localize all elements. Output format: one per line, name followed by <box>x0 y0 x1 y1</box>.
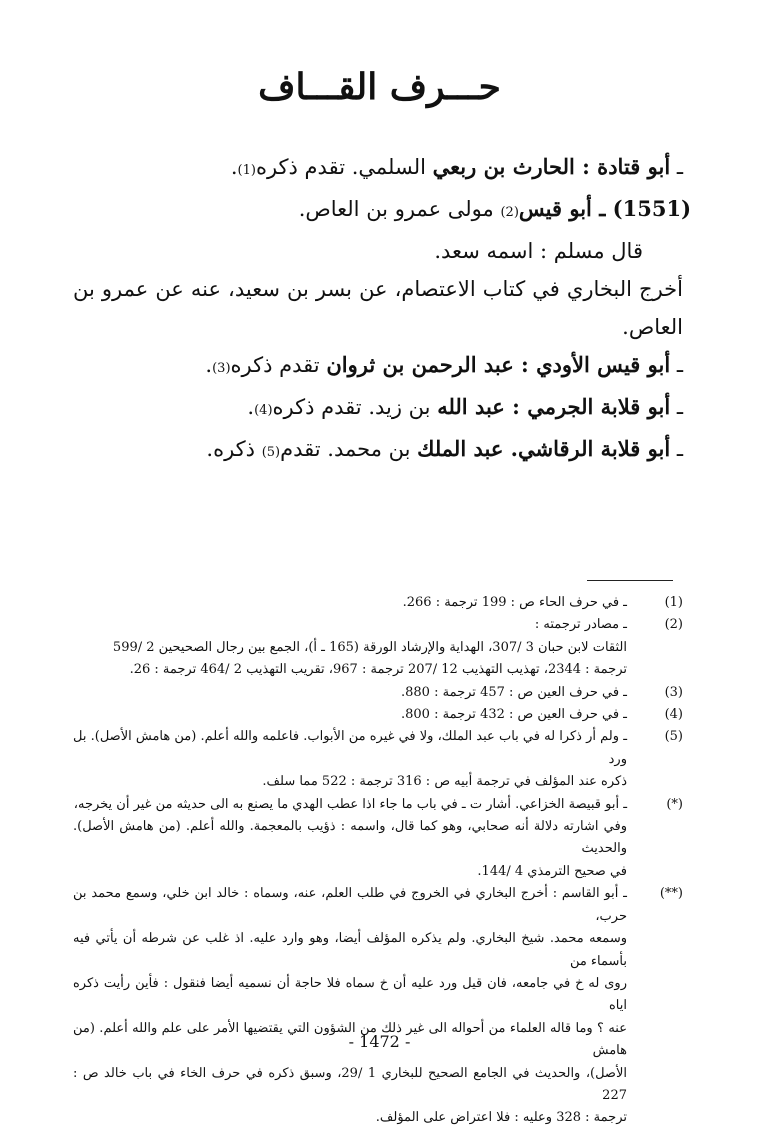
entry-dash: ـ <box>676 437 683 461</box>
entry-number: (1551) <box>612 196 691 221</box>
footnote-body <box>73 726 627 793</box>
footnote-ref: (3) <box>212 361 231 376</box>
footnote-number: (5) <box>664 729 683 745</box>
footnote-separator <box>587 580 673 581</box>
entry-name: أبو قتادة : الحارث بن ربعي <box>432 154 671 179</box>
footnote-body <box>73 704 627 726</box>
footnote-ref: (2) <box>500 205 519 220</box>
footnote-5 <box>73 726 683 793</box>
footnote-line: وسمعه محمد. شيخ البخاري. ولم يذكره المؤلف أيضا، وهو وارد عليه. اذ غلب عن شرطه أن يأتي فيه بأسماء من <box>73 931 627 969</box>
entry-muslim-note <box>73 232 683 270</box>
entry-text: قال مسلم : اسمه سعد. <box>434 239 643 263</box>
entry-name: أبو قلابة الرقاشي. عبد الملك <box>417 436 671 461</box>
footnote-body <box>73 614 627 681</box>
entry-abu-qatada <box>73 148 683 190</box>
footnote-number: (1) <box>664 595 683 610</box>
footnote-1 <box>73 592 683 614</box>
footnote-double-star <box>73 883 683 1129</box>
footnote-line: ـ ولم أر ذكرا له في باب عبد الملك، ولا في غيره من الأبواب. فاعلمه والله أعلم. (من هامش الأصل). بل ورد <box>73 729 627 767</box>
entry-end: . <box>230 155 238 179</box>
footnote-body <box>73 883 627 1129</box>
footnote-line: ذكره عند المؤلف في ترجمة أبيه ص : 316 ترجمة : 522 مما سلف. <box>262 774 627 790</box>
entry-dash: ـ <box>676 353 683 377</box>
footnote-line: ـ مصادر ترجمته : <box>534 617 627 633</box>
entry-name: أبو قيس <box>518 196 592 221</box>
footnote-line: ترجمة : 328 وعليه : فلا اعتراض على المؤلف. <box>375 1110 627 1126</box>
footnote-body <box>73 794 627 884</box>
entry-name: أبو قيس الأودي : عبد الرحمن بن ثروان <box>326 352 671 377</box>
entry-text: بن محمد. تقدم <box>280 437 418 461</box>
entry-abu-qilaba-jarmi <box>73 388 683 430</box>
footnote-line: ـ أبو القاسم : أخرج البخاري في الخروج في طلب العلم، عنه، وسماه : خالد ابن خلي، وسمع محمد بن حرب، <box>73 886 627 924</box>
footnote-line: الأصل)، والحديث في الجامع الصحيح للبخاري 1 /29، وسبق ذكره في حرف الخاء في باب خالد ص : 227 <box>73 1065 627 1103</box>
entry-abu-qays-awdi <box>73 346 683 388</box>
entry-text: مولى عمرو بن العاص. <box>298 197 501 221</box>
footnote-line: وفي اشارته دلالة أنه صحابي، وهو كما قال، واسمه : ذؤيب بالمعجمة. والله أعلم. (من هامش الأصل). والحديث <box>73 819 627 857</box>
entry-name: أبو قلابة الجرمي : عبد الله <box>437 394 671 419</box>
footnote-ref: (5) <box>261 445 281 460</box>
footnote-ref: (4) <box>254 403 273 418</box>
footnote-line: عنه ؟ وما قاله العلماء من أحواله الى غير ذلك من الشؤون التي يقتضيها الأمر على علم والله أعلم. (من هامش <box>73 1020 627 1059</box>
entry-end: ذكره. <box>206 437 262 461</box>
footnote-star <box>73 794 683 884</box>
footnote-number: (4) <box>664 707 683 723</box>
footnote-body <box>73 682 627 704</box>
entry-dash: ـ <box>676 155 683 179</box>
footnote-number: (2) <box>664 617 683 633</box>
page-number: - 1472 - <box>348 1032 411 1051</box>
entry-text: تقدم ذكره <box>230 353 327 377</box>
footnote-ref: (1) <box>237 163 256 178</box>
entry-text: بن زيد. تقدم ذكره <box>272 395 438 419</box>
entry-end: . <box>247 395 255 419</box>
chapter-title: حـــرف القـــاف <box>258 66 501 108</box>
entry-dash: ـ <box>676 395 683 419</box>
footnote-number: (**) <box>659 886 683 902</box>
footnote-line: ـ في حرف العين ص : 432 ترجمة : 800. <box>401 707 627 723</box>
entry-abu-qilaba-raqashi <box>73 430 683 472</box>
footnote-number: (*) <box>666 796 683 812</box>
entry-text: أخرج البخاري في كتاب الاعتصام، عن بسر بن سعيد، عنه عن عمرو بن العاص. <box>73 277 683 339</box>
entry-text: السلمي. تقدم ذكره <box>255 155 433 179</box>
footnote-4 <box>73 704 683 726</box>
footnote-line: الثقات لابن حبان 3 /307، الهداية والإرشاد الورقة (165 ـ أ)، الجمع بين رجال الصحيحين 2 /599 <box>112 639 627 655</box>
entry-bukhari-note <box>73 270 683 346</box>
footnote-number: (3) <box>664 684 683 700</box>
entry-end: . <box>205 353 213 377</box>
footnote-line: ـ في حرف العين ص : 457 ترجمة : 880. <box>401 684 627 700</box>
footnote-line: ترجمة : 2344، تهذيب التهذيب 12 /207 ترجمة : 967، تقريب التهذيب 2 /464 ترجمة : 26. <box>129 662 627 678</box>
footnote-line: ـ أبو قبيصة الخزاعي. أشار ت ـ في باب ما جاء اذا عطب الهدي ما يصنع به الى حديثه من غير أن يخرجه، <box>73 796 627 812</box>
footnote-2 <box>73 614 683 681</box>
footnote-line: في صحيح الترمذي 4 /144. <box>477 863 627 879</box>
entry-dash: ـ <box>591 196 613 221</box>
footnote-body <box>73 592 627 614</box>
footnote-3 <box>73 682 683 704</box>
main-text <box>73 148 691 472</box>
footnote-line: ـ في حرف الحاء ص : 199 ترجمة : 266. <box>402 595 627 610</box>
entry-abu-qays <box>73 190 691 232</box>
footnote-line: روى له خ في جامعه، فان قيل ورد عليه أن خ سماه فلا حاجة أن نسميه أيضا فنقول : فأين رأيت ذكره اياه <box>73 975 627 1014</box>
